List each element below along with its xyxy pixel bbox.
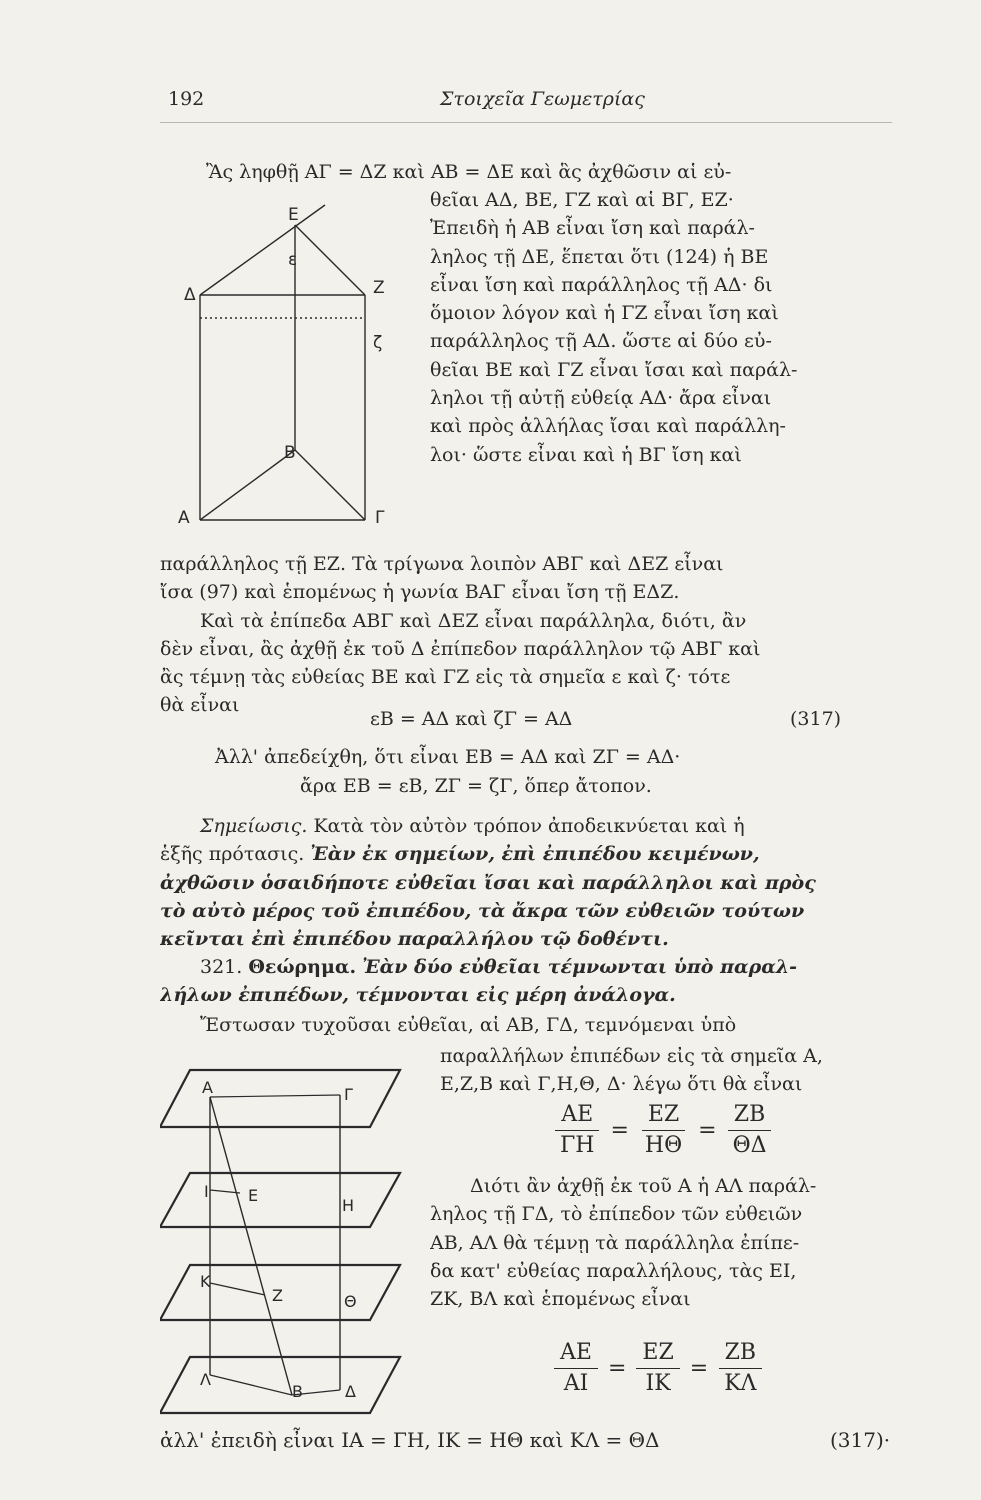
theorem-text: λήλων ἐπιπέδων, τέμνονται εἰς μέρη ἀνάλογα. <box>160 984 676 1007</box>
label-Gamma: Γ <box>344 1085 353 1104</box>
denominator: ΙΚ <box>645 1371 671 1396</box>
label-A: Α <box>178 508 190 528</box>
page-number: 192 <box>168 88 205 110</box>
note-text: Κατὰ τὸν αὐτὸν τρόπον ἀποδεικνύεται καὶ ἡ <box>307 815 745 837</box>
paragraph-line: θεῖαι ΒΕ καὶ ΓΖ εἶναι ἴσαι καὶ παράλ- <box>430 358 798 381</box>
label-H: Η <box>342 1196 355 1215</box>
proportion-equation: $\frac{AE}{AI}$ = $\frac{EZ}{IK}$ = $\frac{ZB}{K\Lambda}$ <box>548 1338 769 1399</box>
paragraph-line: λοι· ὥστε εἶναι καὶ ἡ ΒΓ ἴση καὶ <box>430 443 742 466</box>
paragraph-line: ΖΚ, ΒΛ καὶ ἑπομένως εἶναι <box>430 1288 691 1311</box>
paragraph-line: Ἔστωσαν τυχοῦσαι εὐθεῖαι, αἱ ΑΒ, ΓΔ, τεμνόμεναι ὑπὸ <box>200 1014 737 1036</box>
numerator: ΕΖ <box>636 1338 679 1369</box>
paragraph-line: καὶ πρὸς ἀλλήλας ἴσαι καὶ παράλλη- <box>430 415 786 438</box>
note-emphasis: ἀχθῶσιν ὁσαιδήποτε εὐθεῖαι ἴσαι καὶ παράλληλοι καὶ πρὸς <box>160 871 816 894</box>
note-emphasis: Ἐὰν ἐκ σημείων, ἐπὶ ἐπιπέδου κειμένων, <box>310 843 760 866</box>
label-Z: Ζ <box>373 278 385 298</box>
paragraph-line: ἀλλ' ἐπειδὴ εἶναι ΙΑ = ΓΗ, ΙΚ = ΗΘ καὶ ΚΛ = ΘΔ <box>160 1428 660 1452</box>
paragraph-line: παράλληλος τῇ ΑΔ. ὥστε αἱ δύο εὐ- <box>430 330 772 353</box>
paragraph-line: ἂς τέμνῃ τὰς εὐθείας ΒΕ καὶ ΓΖ εἰς τὰ σημεῖα ε καὶ ζ· τότε <box>160 666 731 689</box>
note-block <box>160 812 894 953</box>
note-text: ἑξῆς πρότασις. <box>160 843 305 866</box>
label-Theta: Θ <box>344 1292 357 1311</box>
denominator: ΑΙ <box>563 1371 589 1396</box>
theorem-text: Ἐὰν δύο εὐθεῖαι τέμνωνται ὑπὸ παραλ- <box>362 956 798 978</box>
label-Delta: Δ <box>345 1382 356 1401</box>
numerator: ΑΕ <box>554 1338 598 1369</box>
note-emphasis: τὸ αὐτὸ μέρος τοῦ ἐπιπέδου, τὰ ἄκρα τῶν εὐθειῶν τούτων <box>160 899 805 922</box>
paragraph-line: Ἂς ληφθῇ ΑΓ = ΔΖ καὶ ΑΒ = ΔΕ καὶ ἃς ἀχθῶσιν αἱ εὐ- <box>206 161 732 183</box>
paragraph-line: Καὶ τὰ ἐπίπεδα ΑΒΓ καὶ ΔΕΖ εἶναι παράλληλα, διότι, ἂν <box>200 609 747 632</box>
label-Lambda: Λ <box>200 1370 211 1389</box>
paragraph-line: θεῖαι ΑΔ, ΒΕ, ΓΖ καὶ αἱ ΒΓ, ΕΖ· <box>430 189 734 211</box>
header-rule <box>160 122 892 123</box>
label-A: Α <box>202 1078 213 1097</box>
side-text-block <box>430 1172 894 1313</box>
label-B: Β <box>284 443 296 463</box>
paragraph-line: ΑΒ, ΑΛ θὰ τέμνῃ τὰ παράλληλα ἐπίπε- <box>430 1231 800 1254</box>
theorem-block <box>160 953 894 1010</box>
text-block <box>160 550 894 720</box>
label-K: Κ <box>200 1272 211 1291</box>
numerator: ΑΕ <box>555 1100 599 1131</box>
proportion-equation: $\frac{AE}{\Gamma H}$ = $\frac{EZ}{H\Theta}$ = $\frac{ZB}{\Theta\Delta}$ <box>548 1100 779 1161</box>
label-Gamma: Γ <box>375 508 385 528</box>
running-title: Στοιχεῖα Γεωμετρίας <box>440 88 645 110</box>
equation: Ἀλλ' ἀπεδείχθη, ὅτι εἶναι ΕΒ = ΑΔ καὶ ΖΓ = ΑΔ· <box>215 746 681 768</box>
label-E: Ε <box>288 205 299 225</box>
label-zeta: ζ <box>373 333 383 353</box>
label-Z: Ζ <box>272 1286 283 1305</box>
label-Delta: Δ <box>184 285 196 305</box>
figure-prism <box>170 200 420 540</box>
denominator: ΓΗ <box>560 1133 595 1158</box>
figure-parallel-planes <box>160 1055 405 1420</box>
paragraph-line: ληλος τῇ ΓΔ, τὸ ἐπίπεδον τῶν εὐθειῶν <box>430 1203 803 1226</box>
paragraph-line: παράλληλος τῇ ΕΖ. Τὰ τρίγωνα λοιπὸν ΑΒΓ καὶ ΔΕΖ εἶναι <box>160 553 724 575</box>
denominator: ΗΘ <box>644 1133 683 1158</box>
figure-line <box>200 205 325 295</box>
theorem-label: Θεώρημα. <box>248 956 357 978</box>
paragraph-line: δα κατ' εὐθείας παραλλήλους, τὰς ΕΙ, <box>430 1259 797 1282</box>
paragraph-line: εἶναι ἴση καὶ παράλληλος τῇ ΑΔ· δι <box>430 273 773 296</box>
numerator: ΖΒ <box>719 1338 762 1369</box>
numerator: ΖΒ <box>728 1100 771 1131</box>
equation-reference: (317)· <box>830 1428 891 1452</box>
equation: εΒ = ΑΔ καὶ ζΓ = ΑΔ <box>370 708 573 730</box>
paragraph-line: Ε,Ζ,Β καὶ Γ,Η,Θ, Δ· λέγω ὅτι θὰ εἶναι <box>440 1073 803 1096</box>
side-text-block <box>440 1042 894 1099</box>
label-B: Β <box>292 1382 303 1401</box>
side-text-block <box>430 186 896 469</box>
numerator: ΕΖ <box>642 1100 685 1131</box>
equation-reference: (317) <box>790 708 842 730</box>
equation: ἄρα ΕΒ = εΒ, ΖΓ = ζΓ, ὅπερ ἄτοπον. <box>300 775 652 797</box>
paragraph-line: θὰ εἶναι <box>160 694 240 717</box>
paragraph-line: ἴσα (97) καὶ ἑπομένως ἡ γωνία ΒΑΓ εἶναι ἴση τῇ ΕΔΖ. <box>160 581 680 604</box>
theorem-number: 321. <box>200 956 243 978</box>
paragraph-line: παραλλήλων ἐπιπέδων εἰς τὰ σημεῖα Α, <box>440 1045 823 1067</box>
label-epsilon: ε <box>288 250 298 270</box>
label-I: Ι <box>204 1182 209 1201</box>
denominator: ΚΛ <box>724 1371 757 1396</box>
note-label: Σημείωσις. <box>200 815 308 837</box>
note-emphasis: κεῖνται ἐπὶ ἐπιπέδου παραλλήλου τῷ δοθέντι. <box>160 928 669 951</box>
paragraph-line: Διότι ἂν ἀχθῇ ἐκ τοῦ Α ἡ ΑΛ παράλ- <box>470 1175 817 1197</box>
paragraph-line: ὅμοιον λόγον καὶ ἡ ΓΖ εἶναι ἴση καὶ <box>430 302 779 325</box>
denominator: ΘΔ <box>732 1133 767 1158</box>
label-E: Ε <box>248 1186 259 1205</box>
paragraph-line: δὲν εἶναι, ἂς ἀχθῇ ἐκ τοῦ Δ ἐπίπεδον παράλληλον τῷ ΑΒΓ καὶ <box>160 637 761 660</box>
paragraph-line: ληλοι τῇ αὐτῇ εὐθείᾳ ΑΔ· ἄρα εἶναι <box>430 387 772 410</box>
paragraph-line: ληλος τῇ ΔΕ, ἕπεται ὅτι (124) ἡ ΒΕ <box>430 245 769 268</box>
paragraph-line: Ἐπειδὴ ἡ ΑΒ εἶναι ἴση καὶ παράλ- <box>430 217 755 240</box>
